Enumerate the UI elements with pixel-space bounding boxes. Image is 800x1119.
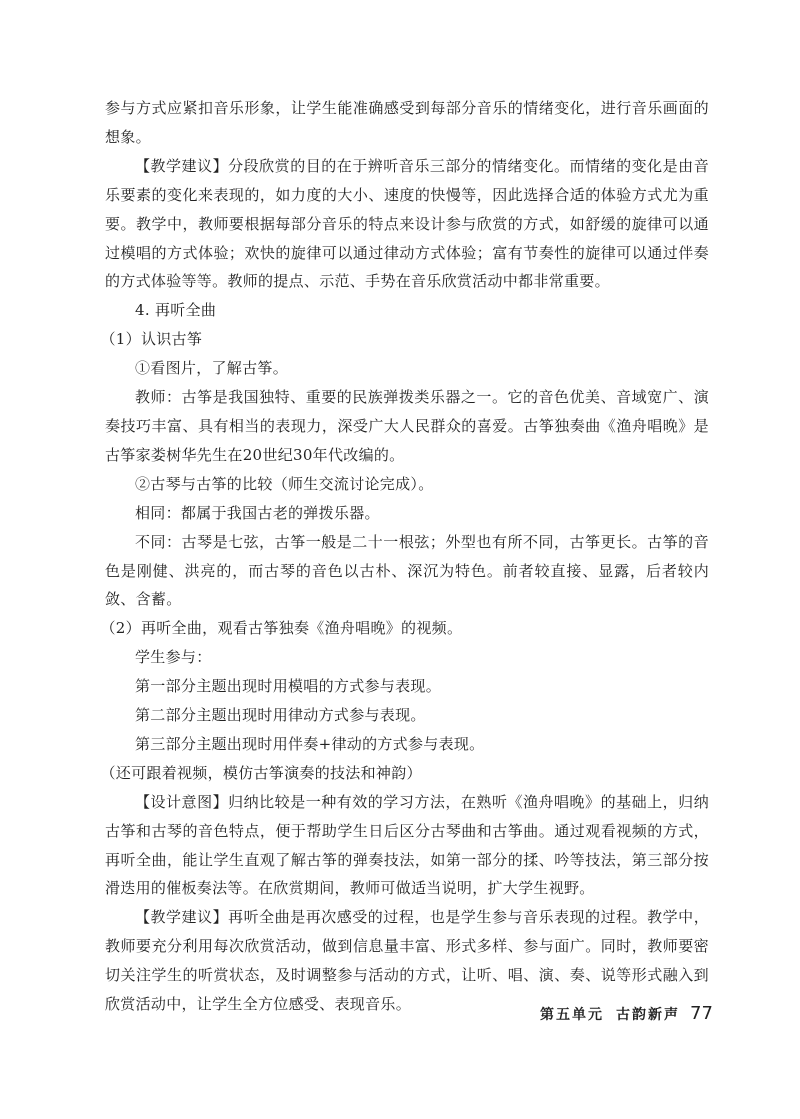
paragraph-teacher-intro: 教师：古筝是我国独特、重要的民族弹拨类乐器之一。它的音色优美、音域宽广、演奏技巧丰富、具有相当的表现力，深受广大人民群众的喜爱。古筝独奏曲《渔舟唱晚》是古筝家娄树华先生在20世纪30年代改编的。 bbox=[105, 388, 709, 464]
step-compare-guqin-guzheng: ②古琴与古筝的比较（师生交流讨论完成）。 bbox=[135, 474, 434, 493]
paragraph-teaching-suggestion-2: 【教学建议】再听全曲是再次感受的过程，也是学生参与音乐表现的过程。教学中，教师要充分利用每次欣赏活动，做到信息量丰富、形式多样、参与面广。同时，教师要密切关注学生的听赏状态，及时调整参与活动的方式，让听、唱、演、奏、说等形式融入到欣赏活动中，让学生全方位感受、表现音乐。 bbox=[105, 908, 709, 1014]
subheading-know-guzheng: （1）认识古筝 bbox=[100, 330, 203, 349]
list-item-part-one: 第一部分主题出现时用模唱的方式参与表现。 bbox=[135, 677, 442, 696]
body-text bbox=[100, 94, 709, 1019]
list-item-part-two: 第二部分主题出现时用律动方式参与表现。 bbox=[135, 706, 426, 725]
paragraph-design-intent: 【设计意图】归纳比较是一种有效的学习方法，在熟听《渔舟唱晚》的基础上，归纳古筝和古琴的音色特点，便于帮助学生日后区分古琴曲和古筝曲。通过观看视频的方式，再听全曲，能让学生直观了解古筝的弹奏技法，如第一部分的揉、吟等技法，第三部分按滑迭用的催板奏法等。在欣赏期间，教师可做适当说明，扩大学生视野。 bbox=[105, 792, 709, 898]
paragraph-note: （还可跟着视频，模仿古筝演奏的技法和神韵） bbox=[100, 763, 422, 782]
page-number: 77 bbox=[690, 1003, 713, 1024]
page-footer bbox=[540, 1003, 740, 1024]
paragraph-difference: 不同：古琴是七弦，古筝一般是二十一根弦；外型也有所不同，古筝更长。古筝的音色是刚健、洪亮的，而古琴的音色以古朴、深沉为特色。前者较直接、显露，后者较内敛、含蓄。 bbox=[105, 532, 709, 609]
paragraph-continuation: 参与方式应紧扣音乐形象，让学生能准确感受到每部分音乐的情绪变化，进行音乐画面的想象。 bbox=[105, 99, 709, 146]
section-heading-relisten: 4. 再听全曲 bbox=[135, 301, 217, 320]
paragraph-teaching-suggestion-1: 【教学建议】分段欣赏的目的在于辨听音乐三部分的情绪变化。而情绪的变化是由音乐要素的变化来表现的，如力度的大小、速度的快慢等，因此选择合适的体验方式尤为重要。教学中，教师要根据每部分音乐的特点来设计参与欣赏的方式，如舒缓的旋律可以通过模唱的方式体验；欢快的旋律可以通过律动方式体验；富有节奏性的旋律可以通过伴奏的方式体验等等。教师的提点、示范、手势在音乐欣赏活动中都非常重要。 bbox=[105, 156, 709, 291]
footer-unit-label: 第五单元 bbox=[540, 1007, 604, 1023]
step-look-pictures: ①看图片，了解古筝。 bbox=[135, 359, 289, 378]
paragraph-similarity: 相同：都属于我国古老的弹拨乐器。 bbox=[135, 503, 380, 522]
subheading-watch-video: （2）再听全曲，观看古筝独奏《渔舟唱晚》的视频。 bbox=[100, 619, 463, 638]
list-item-part-three: 第三部分主题出现时用伴奏+律动的方式参与表现。 bbox=[135, 734, 485, 753]
paragraph-student-participation: 学生参与： bbox=[135, 648, 212, 667]
footer-unit-title: 古韵新声 bbox=[616, 1007, 680, 1023]
